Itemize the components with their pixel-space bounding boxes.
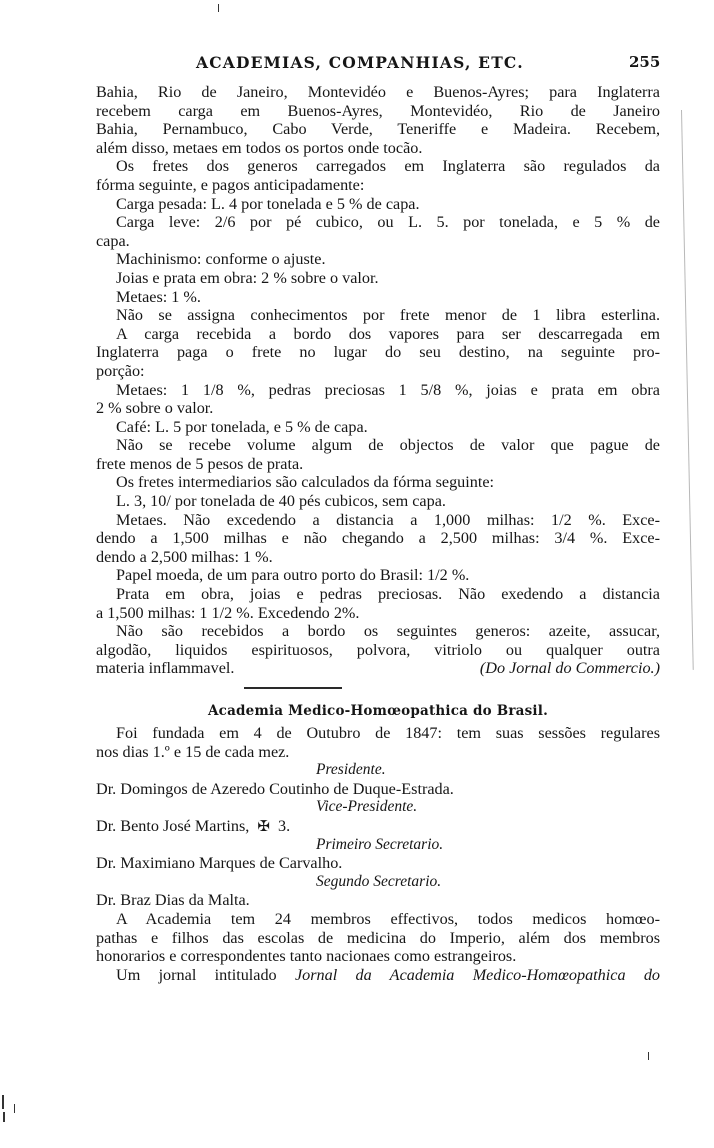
text-line: pathas e filhos das escolas de medicina do Imperio, além dos membros bbox=[96, 928, 660, 947]
text-line: Metaes: 1 1/8 %, pedras preciosas 1 5/8 %, joias e prata em obra bbox=[116, 380, 660, 399]
text-line: algodão, liquidos espirituosos, polvora, vitriolo ou qualquer outra bbox=[96, 640, 660, 659]
scan-speck bbox=[218, 4, 219, 12]
officer-role-president: Presidente. bbox=[316, 761, 386, 779]
text-line: frete menos de 5 pesos de prata. bbox=[96, 454, 304, 473]
text-line: Inglaterra paga o frete no lugar do seu destino, na seguinte pro- bbox=[96, 343, 660, 362]
text-line: além disso, metaes em todos os portos onde tocão. bbox=[96, 138, 423, 157]
text-line: Machinismo: conforme o ajuste. bbox=[116, 250, 326, 269]
page-edge-line bbox=[681, 110, 694, 670]
text-line: Não se assigna conhecimentos por frete menor de 1 libra esterlina. bbox=[116, 306, 660, 325]
text-line: recebem carga em Buenos-Ayres, Montevidéo, Rio de Janeiro bbox=[96, 101, 660, 120]
text-line: Bahia, Rio de Janeiro, Montevidéo e Buenos-Ayres; para Inglaterra bbox=[96, 83, 660, 101]
text-line: Carga leve: 2/6 por pé cubico, ou L. 5. por tonelada, e 5 % de bbox=[116, 213, 660, 232]
officer-name-vice-president: Dr. Bento José Martins, bbox=[96, 816, 250, 835]
officer-role-first-secretary: Primeiro Secretario. bbox=[316, 835, 444, 853]
officer-name-president: Dr. Domingos de Azeredo Coutinho de Duque-Estrada. bbox=[96, 779, 454, 798]
running-head bbox=[0, 53, 714, 75]
scan-speck bbox=[14, 1104, 15, 1113]
page-number: 255 bbox=[629, 53, 661, 71]
freight-section bbox=[96, 83, 660, 678]
officer-name-second-secretary: Dr. Braz Dias da Malta. bbox=[96, 891, 250, 910]
text-line: dendo a 2,500 milhas: 1 %. bbox=[96, 547, 273, 566]
text-line: dendo a 1,500 milhas e não chegando a 2,500 milhas: 3/4 %. Exce- bbox=[96, 529, 660, 548]
text-line: fórma seguinte, e pagos anticipadamente: bbox=[96, 175, 365, 194]
text-line: Carga pesada: L. 4 por tonelada e 5 % de capa. bbox=[116, 194, 420, 213]
officer-role-second-secretary: Segundo Secretario. bbox=[316, 872, 442, 890]
text-line: Papel moeda, de um para outro porto do Brasil: 1/2 %. bbox=[116, 566, 470, 585]
text-line: Bahia, Pernambuco, Cabo Verde, Teneriffe e Madeira. Recebem, bbox=[96, 120, 660, 139]
text-line bbox=[96, 966, 660, 985]
section-divider bbox=[244, 687, 342, 689]
text-line: Os fretes dos generos carregados em Inglaterra são regulados da bbox=[116, 157, 660, 176]
section-divider-wrap bbox=[96, 678, 660, 698]
officer-role-vice-president: Vice-Presidente. bbox=[316, 798, 418, 816]
text-line: porção: bbox=[96, 361, 145, 380]
text-line-start: Um jornal intitulado bbox=[116, 965, 277, 984]
text-line: Café: L. 5 por tonelada, e 5 % de capa. bbox=[116, 417, 368, 436]
text-line: Prata em obra, joias e pedras preciosas. Não exedendo a distancia bbox=[116, 585, 660, 604]
order-cross-icon: ✠ bbox=[257, 818, 270, 835]
academy-section bbox=[96, 698, 660, 984]
text-line: Joias e prata em obra: 2 % sobre o valor. bbox=[116, 268, 379, 287]
text-line: Não se recebe volume algum de objectos de valor que pague de bbox=[116, 436, 660, 455]
scan-speck bbox=[2, 1095, 4, 1109]
officer-line-vice-president bbox=[96, 817, 660, 836]
text-line: capa. bbox=[96, 231, 130, 250]
text-line: Metaes: 1 %. bbox=[116, 287, 201, 306]
text-line: 2 % sobre o valor. bbox=[96, 399, 214, 418]
text-line: Foi fundada em 4 de Outubro de 1847: tem suas sessões regulares bbox=[116, 724, 660, 742]
text-line: Metaes. Não excedendo a distancia a 1,000 milhas: 1/2 %. Exce- bbox=[116, 510, 660, 529]
text-line bbox=[96, 659, 660, 678]
section-heading: Academia Medico-Homœopathica do Brasil. bbox=[208, 703, 548, 719]
body-text bbox=[96, 83, 660, 984]
text-line: honorarios e correspondentes tanto nacionaes como estrangeiros. bbox=[96, 947, 517, 966]
text-line: A carga recebida a bordo dos vapores para ser descarregada em bbox=[116, 324, 660, 343]
officer-name-first-secretary: Dr. Maximiano Marques de Carvalho. bbox=[96, 854, 343, 873]
journal-title: Jornal da Academia Medico-Homœopathica do bbox=[294, 965, 661, 984]
scan-speck bbox=[648, 1052, 649, 1060]
text-line: Não são recebidos a bordo os seguintes generos: azeite, assucar, bbox=[116, 622, 660, 641]
scan-speck bbox=[3, 1112, 5, 1122]
text-line-final: materia inflammavel. bbox=[96, 659, 235, 678]
order-grade: 3. bbox=[278, 816, 291, 835]
text-line: Os fretes intermediarios são calculados da fórma seguinte: bbox=[116, 473, 495, 492]
running-title: ACADEMIAS, COMPANHIAS, ETC. bbox=[196, 53, 524, 72]
text-line: A Academia tem 24 membros effectivos, todos medicos homœo- bbox=[116, 909, 660, 928]
text-line: nos dias 1.º e 15 de cada mez. bbox=[96, 742, 290, 761]
text-line: L. 3, 10/ por tonelada de 40 pés cubicos, sem capa. bbox=[116, 492, 446, 511]
text-line: a 1,500 milhas: 1 1/2 %. Excedendo 2%. bbox=[96, 603, 360, 622]
source-note: (Do Jornal do Commercio.) bbox=[479, 659, 660, 678]
